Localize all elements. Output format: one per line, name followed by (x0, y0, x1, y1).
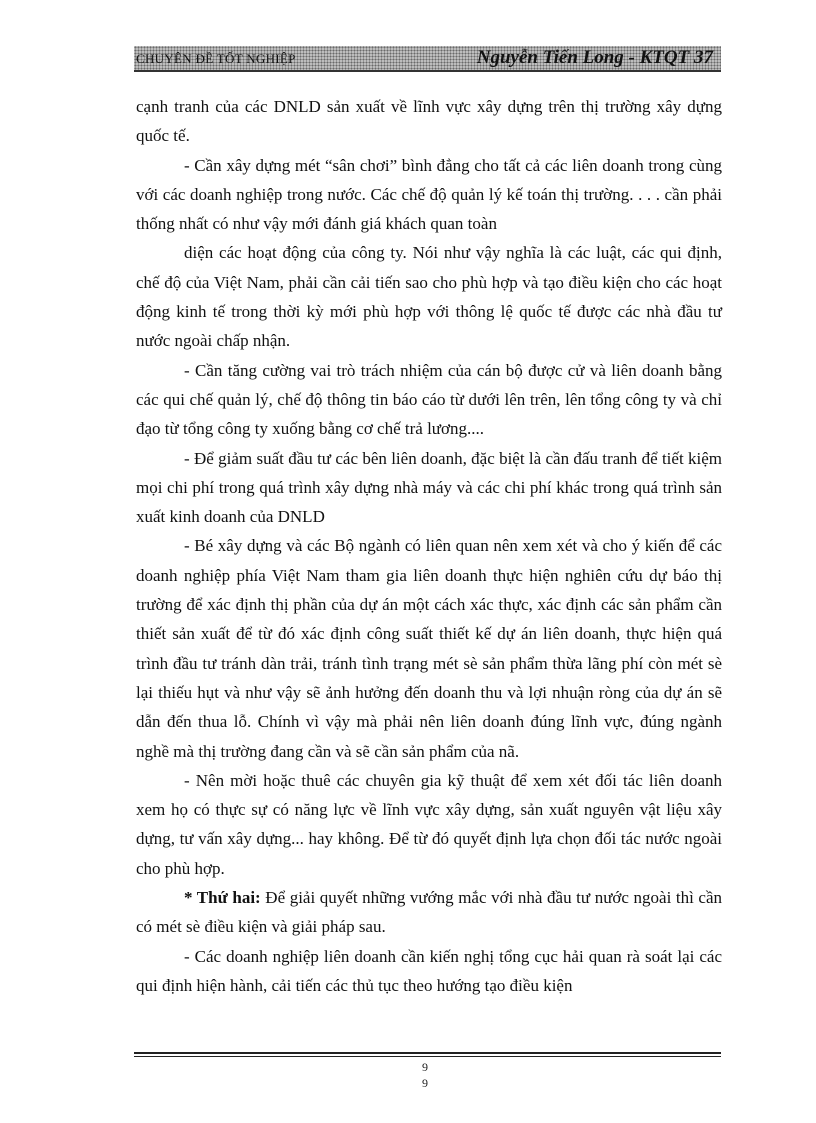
body-text (136, 92, 722, 1000)
paragraph: - Cần xây dựng mét “sân chơi” bình đẳng cho tất cả các liên doanh trong cùng với các doanh nghiệp trong nước. Các chế độ quản lý kế toán thị trường. . . . cần phải thống nhất có như vậy mới đánh giá khách quan toàn (136, 155, 722, 234)
paragraph: - Bé xây dựng và các Bộ ngành có liên quan nên xem xét và cho ý kiến để các doanh nghiệp phía Việt Nam tham gia liên doanh thực hiện nghiên cứu dự báo thị trường để xác định thị phần của dự án một cách xác thực, xác định các sản phẩm cần thiết sản xuất để từ đó xác định công suất thiết kế dự án liên doanh, thực hiện quá trình đầu tư tránh dàn trải, tránh tình trạng mét sè sản phẩm thừa lãng phí còn mét sè lại thiếu hụt và như vậy sẽ ảnh hưởng đến doanh thu và lợi nhuận ròng của dự án sẽ dẫn đến thua lỗ. Chính vì vậy mà phải nên liên doanh đúng lĩnh vực, đúng ngành nghề mà thị trường đang cần và sẽ cần sản phẩm của nã. (136, 536, 722, 761)
page-number-repeat: 9 (422, 1076, 428, 1090)
paragraph: - Nên mời hoặc thuê các chuyên gia kỹ thuật để xem xét đối tác liên doanh xem họ có thực sự có năng lực về lĩnh vực xây dựng, sản xuất nguyên vật liệu xây dựng, tư vấn xây dựng... hay không. Để từ đó quyết định lựa chọn đối tác nước ngoài cho phù hợp. (136, 770, 722, 878)
footer-rule (134, 1052, 721, 1054)
paragraph (136, 883, 722, 942)
paragraph: diện các hoạt động của công ty. Nói như vậy nghĩa là các luật, các qui định, chế độ của Việt Nam, phải cần cải tiến sao cho phù hợp và tạo điều kiện cho các hoạt động kinh tế trong thời kỳ mới phù hợp với thông lệ quốc tế được các nhà đầu tư nước ngoài chấp nhận. (136, 243, 722, 351)
header-document-type: CHUYÊN ĐỀ TỐT NGHIỆP (136, 51, 296, 66)
paragraph-text: Để giải quyết những vướng mắc với nhà đầu tư nước ngoài thì cần có mét sè điều kiện và giải pháp sau. (136, 888, 723, 937)
page-number: 9 (422, 1060, 428, 1074)
footer-rule-thin (134, 1056, 721, 1057)
section-label: * Thứ hai: (184, 888, 261, 908)
paragraph: - Cần tăng cường vai trò trách nhiệm của cán bộ được cử và liên doanh bằng các qui chế quản lý, chế độ thông tin báo cáo từ dưới lên trên, lên tổng công ty và chỉ đạo từ tổng công ty xuống bằng cơ chế trả lương.... (136, 360, 722, 439)
page-header (134, 46, 721, 72)
header-author: Nguyễn Tiến Long - KTQT 37 (476, 47, 713, 68)
paragraph: - Để giảm suất đầu tư các bên liên doanh, đặc biệt là cần đấu tranh để tiết kiệm mọi chi phí trong quá trình xây dựng nhà máy và các chi phí khác trong quá trình sản xuất kinh doanh của DNLD (136, 448, 722, 527)
paragraph: - Các doanh nghiệp liên doanh cần kiến nghị tổng cục hải quan rà soát lại các qui định hiện hành, cải tiến các thủ tục theo hướng tạo điều kiện (136, 946, 722, 995)
paragraph: cạnh tranh của các DNLD sản xuất về lĩnh vực xây dựng trên thị trường xây dựng quốc tế. (136, 97, 722, 146)
